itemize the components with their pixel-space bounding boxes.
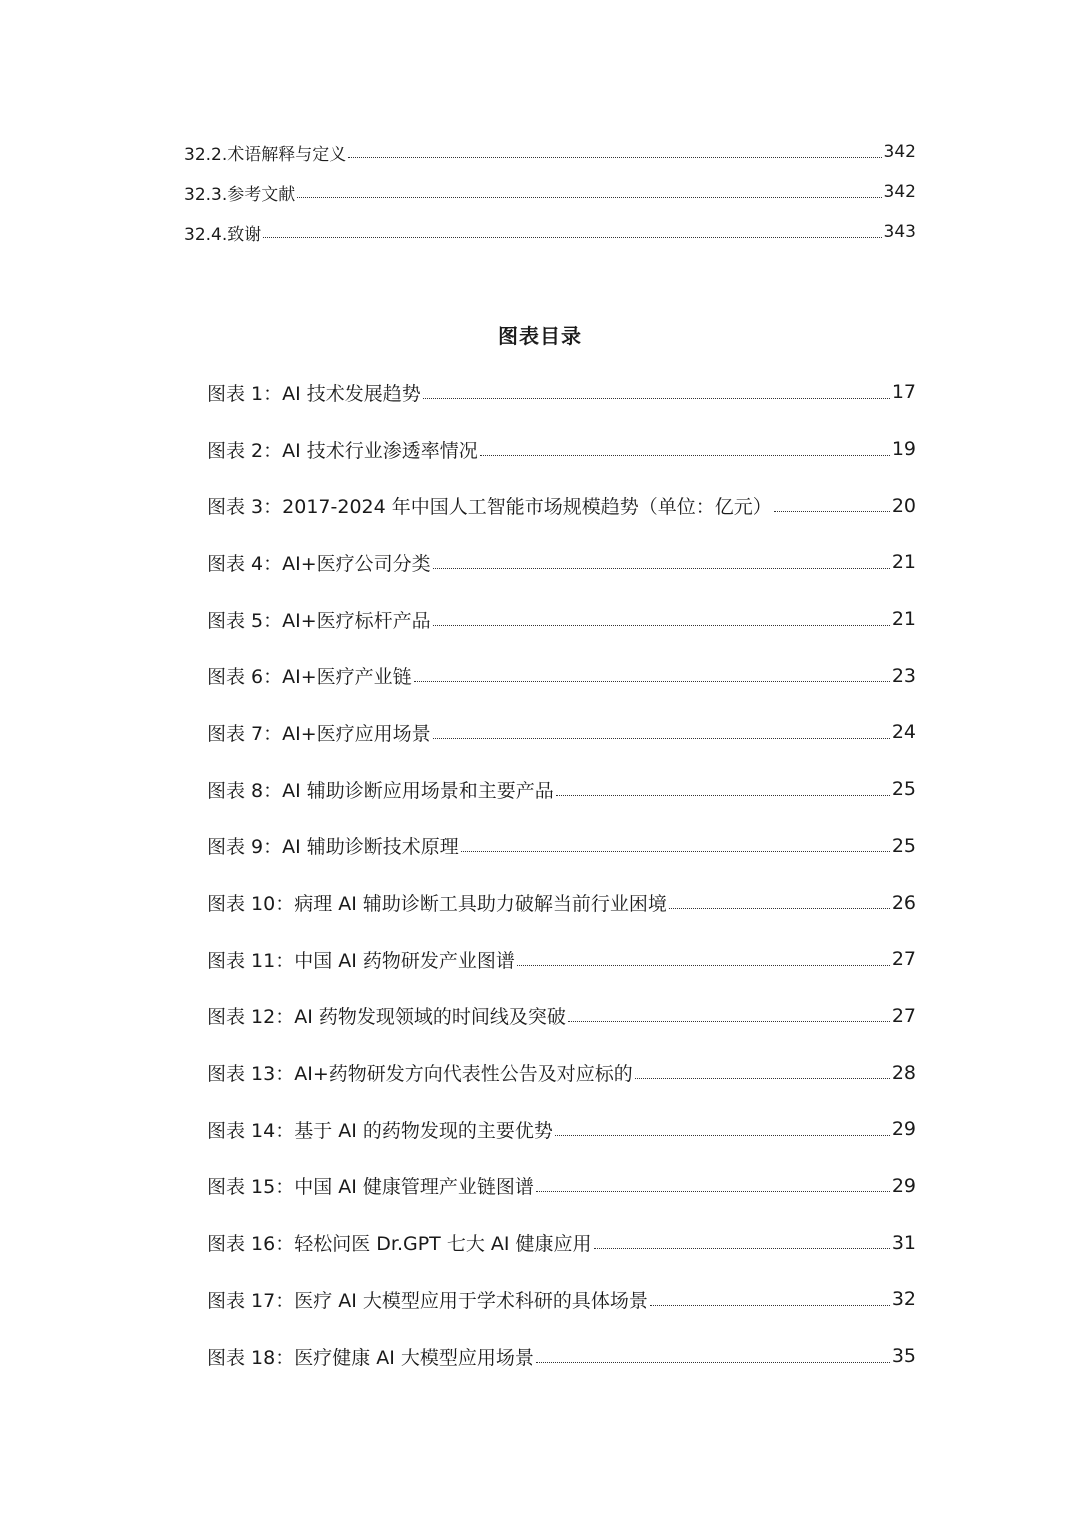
figure-entry[interactable] — [207, 534, 916, 591]
figure-number: 图表 4： — [207, 552, 283, 575]
figure-title: AI+医疗产业链 — [282, 666, 412, 689]
figure-number: 图表 10： — [207, 893, 295, 916]
dot-leader — [348, 157, 881, 158]
figure-number: 图表 18： — [207, 1346, 295, 1369]
toc-entry[interactable] — [184, 212, 916, 252]
figure-title: AI+医疗应用场景 — [282, 722, 431, 745]
toc-entry-label: 32.3.参考文献 — [184, 184, 296, 205]
figure-title: 基于 AI 的药物发现的主要优势 — [294, 1119, 553, 1142]
dot-leader — [635, 1078, 890, 1079]
figure-number: 图表 16： — [207, 1233, 295, 1256]
figure-page: 26 — [891, 891, 916, 914]
figure-entry[interactable] — [207, 1101, 916, 1158]
dot-leader — [650, 1305, 890, 1306]
figure-title: 病理 AI 辅助诊断工具助力破解当前行业困境 — [294, 893, 667, 916]
figure-page: 23 — [891, 664, 916, 687]
figure-entry[interactable] — [207, 1214, 916, 1271]
figure-page: 24 — [891, 721, 916, 744]
figure-page: 19 — [891, 438, 916, 461]
figure-page: 29 — [891, 1118, 916, 1141]
toc-entry[interactable] — [184, 172, 916, 212]
figure-title: 中国 AI 药物研发产业图谱 — [294, 949, 515, 972]
figures-heading: 图表目录 — [498, 324, 582, 348]
figure-page: 28 — [891, 1061, 916, 1084]
figure-page: 29 — [891, 1174, 916, 1197]
dot-leader — [433, 568, 890, 569]
figure-page: 20 — [891, 494, 916, 517]
dot-leader — [263, 237, 881, 238]
figure-number: 图表 15： — [207, 1176, 295, 1199]
figure-entry[interactable] — [207, 364, 916, 421]
figure-page: 21 — [891, 608, 916, 631]
figure-number: 图表 11： — [207, 949, 295, 972]
figure-number: 图表 2： — [207, 439, 283, 462]
figure-page: 31 — [891, 1231, 916, 1254]
figure-page: 21 — [891, 551, 916, 574]
dot-leader — [555, 1135, 890, 1136]
figure-page: 25 — [891, 778, 916, 801]
figure-title: AI 辅助诊断技术原理 — [282, 836, 459, 859]
figure-title: 中国 AI 健康管理产业链图谱 — [294, 1176, 534, 1199]
dot-leader — [480, 455, 890, 456]
figure-page: 32 — [891, 1288, 916, 1311]
figure-title: AI 药物发现领域的时间线及突破 — [294, 1006, 566, 1029]
figure-entry[interactable] — [207, 1271, 916, 1328]
dot-leader — [433, 738, 890, 739]
figure-title: AI+医疗标杆产品 — [282, 609, 431, 632]
figure-title: AI 辅助诊断应用场景和主要产品 — [282, 779, 554, 802]
figure-title: AI 技术行业渗透率情况 — [282, 439, 478, 462]
dot-leader — [414, 681, 890, 682]
figure-list — [207, 364, 916, 1384]
figure-title: 轻松问医 Dr.GPT 七大 AI 健康应用 — [294, 1233, 592, 1256]
figure-number: 图表 7： — [207, 722, 283, 745]
figure-entry[interactable] — [207, 761, 916, 818]
dot-leader — [594, 1248, 890, 1249]
figure-page: 25 — [891, 834, 916, 857]
figure-number: 图表 3： — [207, 496, 283, 519]
figure-entry[interactable] — [207, 704, 916, 761]
figure-page: 27 — [891, 948, 916, 971]
figure-number: 图表 1： — [207, 382, 283, 405]
dot-leader — [423, 398, 890, 399]
figure-entry[interactable] — [207, 647, 916, 704]
figure-page: 35 — [891, 1345, 916, 1368]
figure-title: 2017-2024 年中国人工智能市场规模趋势（单位：亿元） — [282, 496, 772, 519]
figure-number: 图表 5： — [207, 609, 283, 632]
figure-number: 图表 9： — [207, 836, 283, 859]
toc-section — [184, 132, 916, 252]
figure-number: 图表 13： — [207, 1063, 295, 1086]
dot-leader — [461, 851, 890, 852]
dot-leader — [568, 1021, 890, 1022]
figure-number: 图表 8： — [207, 779, 283, 802]
dot-leader — [536, 1362, 890, 1363]
figure-title: 医疗健康 AI 大模型应用场景 — [294, 1346, 534, 1369]
dot-leader — [536, 1191, 890, 1192]
dot-leader — [774, 511, 890, 512]
dot-leader — [669, 908, 890, 909]
figure-entry[interactable] — [207, 1328, 916, 1385]
toc-entry-label: 32.4.致谢 — [184, 224, 262, 245]
toc-entry-page: 343 — [883, 222, 916, 242]
figure-number: 图表 6： — [207, 666, 283, 689]
figure-page: 17 — [891, 381, 916, 404]
dot-leader — [433, 625, 890, 626]
dot-leader — [517, 965, 890, 966]
figure-entry[interactable] — [207, 931, 916, 988]
figure-title: AI+医疗公司分类 — [282, 552, 431, 575]
figure-number: 图表 17： — [207, 1289, 295, 1312]
figure-entry[interactable] — [207, 591, 916, 648]
figure-number: 图表 12： — [207, 1006, 295, 1029]
toc-entry-page: 342 — [883, 182, 916, 202]
figure-entry[interactable] — [207, 818, 916, 875]
figure-entry[interactable] — [207, 988, 916, 1045]
figure-entry[interactable] — [207, 1044, 916, 1101]
figure-number: 图表 14： — [207, 1119, 295, 1142]
figure-entry[interactable] — [207, 477, 916, 534]
toc-entry-label: 32.2.术语解释与定义 — [184, 144, 347, 165]
toc-entry[interactable] — [184, 132, 916, 172]
figure-page: 27 — [891, 1004, 916, 1027]
figure-entry[interactable] — [207, 421, 916, 478]
figure-title: 医疗 AI 大模型应用于学术科研的具体场景 — [294, 1289, 648, 1312]
dot-leader — [556, 795, 890, 796]
figure-title: AI 技术发展趋势 — [282, 382, 421, 405]
figure-entry[interactable] — [207, 874, 916, 931]
figure-title: AI+药物研发方向代表性公告及对应标的 — [294, 1063, 633, 1086]
dot-leader — [297, 197, 881, 198]
figure-entry[interactable] — [207, 1158, 916, 1215]
toc-entry-page: 342 — [883, 142, 916, 162]
